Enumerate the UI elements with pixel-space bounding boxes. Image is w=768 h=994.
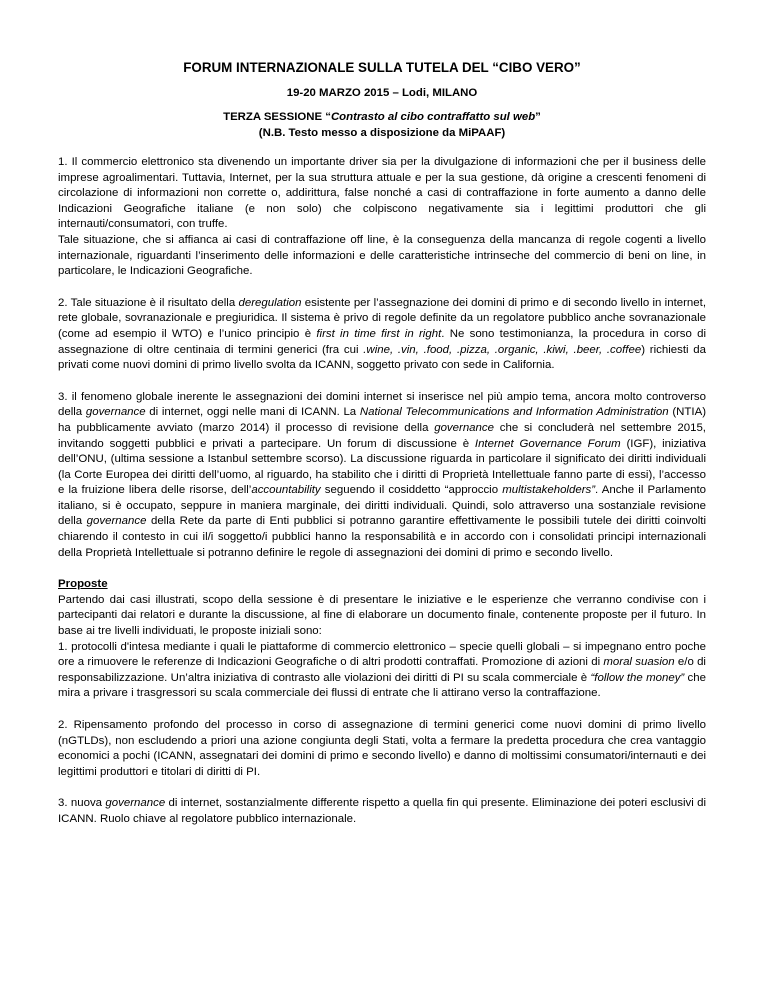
italic-run: National Telecommunications and Information Administration [359,406,669,419]
text-run: seguendo il cosiddetto “approccio [320,484,503,497]
italic-run: governance [105,797,166,810]
proposta-2-block [58,718,706,780]
text-run: della Rete da parte di Enti pubblici si potranno garantire effettivamente le possibili tutele dei diritti coinvolti chiarendo il contesto in cui il/i soggetto/i pubblici hanno la responsabilità e in accordo con i consolidati principi internazionali della Proprietà Intellettuale si potranno definire le regole di assegnazioni dei domini di primo e secondo livello. [58,515,706,559]
text-run: di internet, oggi nelle mani di ICANN. La [145,406,360,419]
text-run: (NTIA) ha pubblicamente avviato (marzo 2014) il processo di revisione della [58,406,707,434]
italic-run: moral suasion [603,656,675,669]
document-title: FORUM INTERNAZIONALE SULLA TUTELA DEL “CIBO VERO” [183,60,581,75]
text-run: 2. Tale situazione è il risultato della [58,296,239,309]
text-run: esistente per l’assegnazione dei domini di primo e di secondo livello in internet, rete globale, sovranazionale e pregiuridica. Il sistema è privo di regole definite da un regolatore pubblico anche sovranazionale (come ad esempio il WTO) e l’unico principio è [58,296,706,340]
text-run: che si concluderà nel settembre 2015, invitando soggetti pubblici e privati a partecipare. Un forum di discussione è [58,421,706,450]
italic-run: accountability [251,484,321,497]
proposte-intro: Partendo dai casi illustrati, scopo della sessione è di presentare le iniziative e le esperienze che verranno condivise con i partecipanti dai relatori e durante la discussione, al fine di elaborare un documento finale, contenente proposte per il futuro. In base ai tre livelli individuati, le proposte iniziali sono: [58,593,706,638]
text-run: 3. il fenomeno globale inerente le assegnazioni dei domini internet si inserisce nel più ampio tema, ancora molto controverso della [58,390,706,419]
text-run: di internet, sostanzialmente differente rispetto a quella fin qui presente. Eliminazione dei poteri esclusivi di ICANN. Ruolo chiave al regolatore pubblico internazionale. [58,797,706,825]
italic-run: deregulation [238,296,302,309]
session-label: TERZA SESSIONE “ [223,111,331,123]
proposta-2: 2. Ripensamento profondo del processo in corso di assegnazione di termini generici come nuovi domini di primo livello (nGTLDs), non escludendo a priori una azione congiunta degli Stati, volta a fermare la predetta procedura che crea vantaggio economici a pochi (ICANN, assegnatari dei domini di primo e secondo livello) e danno di moltissimi consumatori/internauti e dei legittimi produttori e titolari di diritti di PI. [58,719,706,778]
proposta-1 [58,640,706,702]
event-dates: 19-20 MARZO 2015 – Lodi, MILANO [286,87,478,99]
italic-run: .wine, .vin, .food, .pizza, .organic, .kiwi, .beer, .coffee [363,343,642,356]
text-run: 3. nuova [58,797,106,810]
italic-run: governance [86,515,147,528]
proposte-section [58,577,706,702]
session-note: (N.B. Testo messo a disposizione da MiPAAF) [258,127,506,139]
paragraph-1 [58,155,706,280]
paragraph-2-text [58,296,706,374]
proposta-3 [58,796,706,827]
paragraph-3-text [58,390,706,562]
paragraph-3 [58,390,706,562]
paragraph-2 [58,296,706,374]
italic-run: governance [434,421,494,434]
paragraph-1-text: 1. Il commercio elettronico sta divenendo un importante driver sia per la divulgazione di informazioni che per il business delle imprese agroalimentari. Tuttavia, Internet, per la sua struttura attuale e per la sua gestione, dà origine a crescenti fenomeni di circolazione di informazioni non corrette o, addirittura, false nonché a casi di contraffazione in forte aumento a danno delle Indicazioni Geografiche italiane (e non solo) che colpiscono negativamente sia i legittimi produttori che gli internauti/consumatori, con truffe. [58,156,706,231]
proposte-heading: Proposte [58,578,108,591]
text-run: ) richiesti da privati come nuovi domini di primo livello svolta da ICANN, soggetto privato con sede in California. [58,343,707,372]
paragraph-1-continuation: Tale situazione, che si affianca ai casi di contraffazione off line, è la conseguenza della mancanza di regole cogenti a livello internazionale, riguardanti l’inserimento delle informazioni e delle caratteristiche intrinseche del commercio di beni on line, in particolare, le Indicazioni Geografiche. [58,233,706,278]
text-run: e/o di responsabilizzazione. Un’altra iniziativa di contrasto alle violazioni dei diritti di PI su scala commerciale è [58,656,706,684]
italic-run: “follow the money” [590,671,685,684]
text-run: 1. protocolli d'intesa mediante i quali le piattaforme di commercio elettronico – specie quelli globali – si impegnano entro poche ore a rimuovere le referenze di Indicazioni Geografiche o di altri prodotti contraffati. Promozione di azioni di [58,640,706,669]
italic-run: first in time first in right [316,327,442,340]
text-run: che mira a privare i trasgressori su scala commerciale dei flussi di entrate che li attirano verso la contraffazione. [58,671,706,700]
text-run: . Ne sono testimonianza, la procedura in corso di assegnazione di oltre centinaia di termini generici (fra cui [58,327,706,356]
session-title: Contrasto al cibo contraffatto sul web [330,111,536,123]
session-heading [58,109,706,141]
italic-run: multistakeholders” [502,484,596,497]
session-label-end: ” [535,111,541,123]
proposta-3-block [58,796,706,827]
text-run: . Anche il Parlamento italiano, si è occupato, seppure in maniera marginale, dei diritti individuali. Quindi, solo attraverso una sostanziale revisione della [58,484,706,528]
italic-run: Internet Governance Forum [474,437,621,450]
text-run: (IGF), iniziativa dell’ONU, (ultima sessione a Istanbul settembre scorso). La discussione riguarda in particolare il significato dei diritti individuali (la Corte Europea dei diritti dell’uomo, al riguardo, ha stabilito che i diritti di Proprietà Intellettuale fanno parte di essi), l’accesso e la fruizione libera delle risorse, dell’ [58,437,706,497]
italic-run: governance [85,406,146,419]
